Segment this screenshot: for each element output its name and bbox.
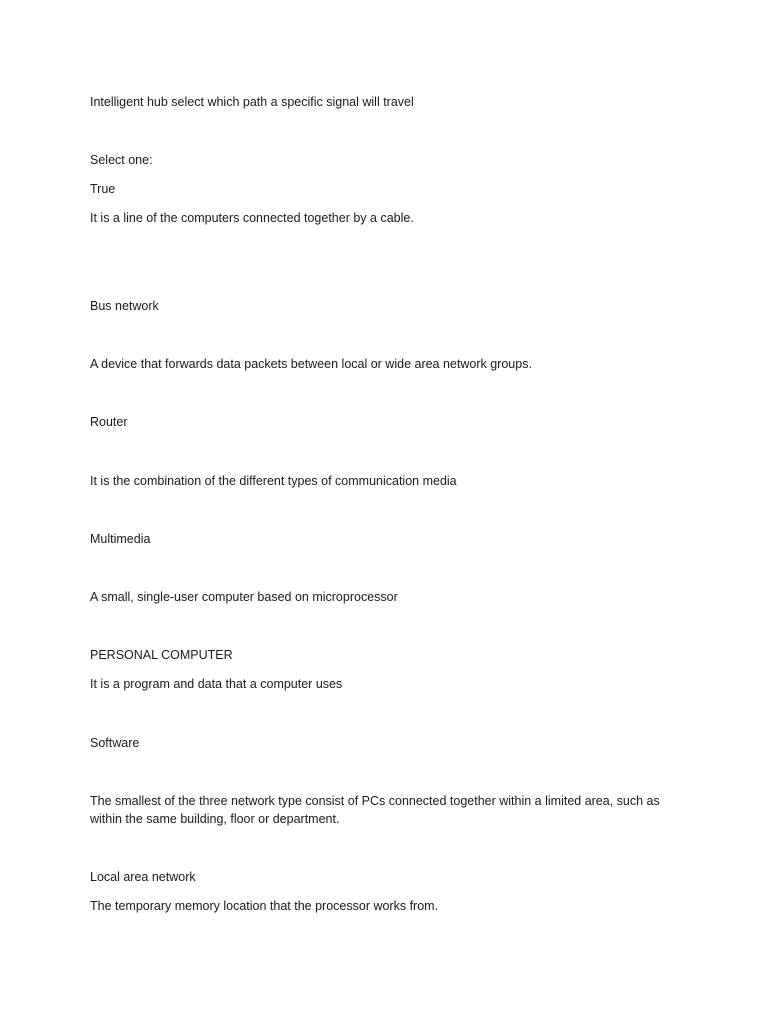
question-text: It is a program and data that a computer uses [90,677,343,691]
question-text: The temporary memory location that the processor works from. [90,899,439,913]
question-text: It is the combination of the different types of communication media [90,474,457,488]
question-text: Intelligent hub select which path a specific signal will travel [90,95,414,109]
answer-text: Router [90,415,128,429]
answer-text: Multimedia [90,532,151,546]
select-one-label: Select one: [90,153,153,167]
answer-text: Bus network [90,299,159,313]
answer-text: Local area network [90,870,196,884]
question-text: The smallest of the three network type consist of PCs connected together within a limited area, such as within the same building, floor or department. [90,794,660,826]
answer-text: True [90,182,116,196]
answer-text: Software [90,736,140,750]
question-text: A device that forwards data packets between local or wide area network groups. [90,357,532,371]
answer-text: PERSONAL COMPUTER [90,648,233,662]
question-text: It is a line of the computers connected together by a cable. [90,211,414,225]
question-text: A small, single-user computer based on microprocessor [90,590,398,604]
